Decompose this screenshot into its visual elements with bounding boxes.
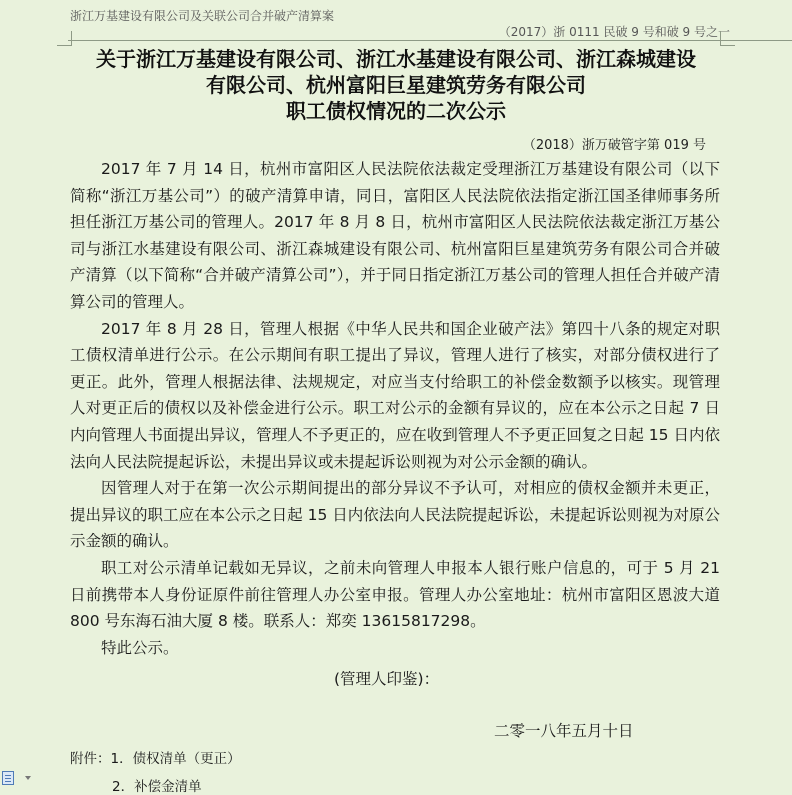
signature-date: 二零一八年五月十日 (494, 722, 634, 740)
margin-mark-top-right (720, 31, 735, 46)
document-number: （2018）浙万破管字第 019 号 (522, 138, 706, 153)
seal-line: (管理人印鉴)： (334, 670, 440, 688)
chevron-down-icon[interactable] (25, 776, 31, 780)
document-icon[interactable] (2, 771, 14, 785)
attachment-line-1: 附件：1．债权清单（更正） (70, 751, 241, 767)
margin-mark-top-left (57, 31, 72, 46)
paragraph-3: 因管理人对于在第一次公示期间提出的部分异议不予认可，对相应的债权金额并未更正，提出异议的职工应在本公示之日起 15 日内依法向人民法院提起诉讼，未提起诉讼则视为对原公示金额的确认。 (70, 479, 720, 551)
header-left: 浙江万基建设有限公司及关联公司合并破产清算案 (70, 9, 335, 23)
header-right: （2017）浙 0111 民破 9 号和破 9 号之一 (498, 25, 730, 39)
document-title: 关于浙江万基建设有限公司、浙江水基建设有限公司、浙江森城建设 有限公司、杭州富阳巨星建筑劳务有限公司 职工债权情况的二次公示 (96, 47, 696, 123)
paragraph-1: 2017 年 7 月 14 日，杭州市富阳区人民法院依法裁定受理浙江万基建设有限公司（以下简称“浙江万基公司”）的破产清算申请，同日，富阳区人民法院依法指定浙江国圣律师事务所担任浙江万基公司的管理人。2017 年 8 月 8 日，杭州市富阳区人民法院依法裁定浙江万基公司与浙江水基建设有限公司、浙江森城建设有限公司、杭州富阳巨星建筑劳务有限公司合并破产清算（以下简称“合并破产清算公司”），并于同日指定浙江万基公司的管理人担任合并破产清算公司的管理人。 (70, 160, 720, 311)
body-text (70, 156, 720, 661)
header-divider (68, 40, 792, 41)
attachment-line-2: 2．补偿金清单 (112, 779, 202, 795)
paragraph-4: 职工对公示清单记载如无异议，之前未向管理人申报本人银行账户信息的，可于 5 月 21 日前携带本人身份证原件前往管理人办公室申报。管理人办公室地址：杭州市富阳区恩波大道 800 号东海石油大厦 8 楼。联系人：郑奕 13615817298。 (70, 558, 720, 631)
paragraph-2: 2017 年 8 月 28 日，管理人根据《中华人民共和国企业破产法》第四十八条的规定对职工债权清单进行公示。在公示期间有职工提出了异议，管理人进行了核实，对部分债权进行了更正。此外，管理人根据法律、法规规定，对应当支付给职工的补偿金数额予以核实。现管理人对更正后的债权以及补偿金进行公示。职工对公示的金额有异议的，应在本公示之日起 7 日内向管理人书面提出异议，管理人不予更正的，应在收到管理人不予更正回复之日起 15 日内依法向人民法院提起诉讼，未提出异议或未提起诉讼则视为对公示金额的确认。 (70, 319, 720, 471)
paragraph-5: 特此公示。 (101, 638, 179, 657)
